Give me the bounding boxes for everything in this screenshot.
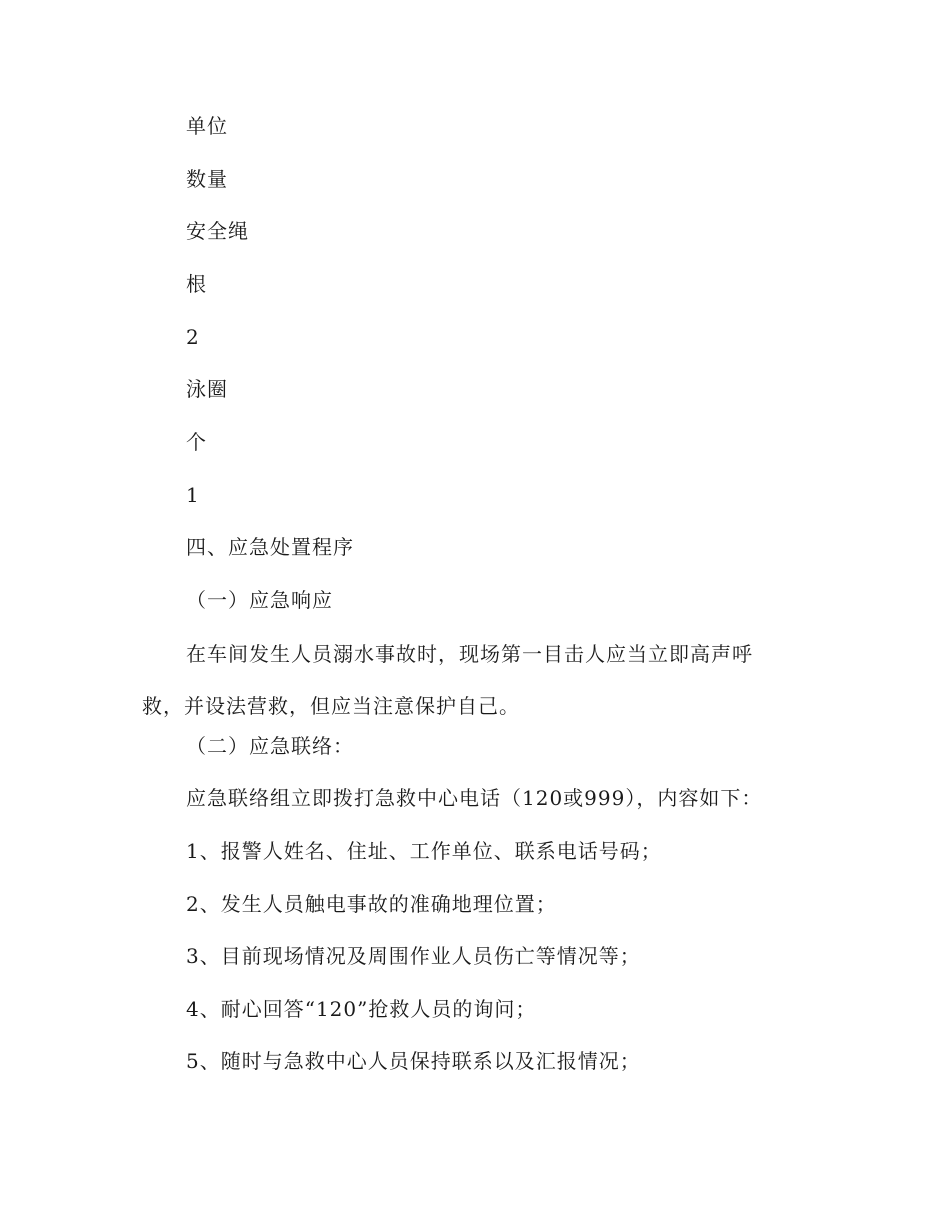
table-cell-item2-unit: 个 — [186, 430, 207, 454]
list-item: 5、随时与急救中心人员保持联系以及汇报情况； — [186, 1049, 641, 1073]
subsection-heading-contact: （二）应急联络： — [186, 734, 354, 758]
list-item: 1、报警人姓名、住址、工作单位、联系电话号码； — [186, 839, 662, 863]
table-cell-item2-qty: 1 — [186, 483, 200, 507]
table-cell-item1-unit: 根 — [186, 272, 207, 296]
table-cell-item2-name: 泳圈 — [186, 377, 228, 401]
table-cell-item1-qty: 2 — [186, 325, 200, 349]
contact-intro-paragraph: 应急联络组立即拨打急救中心电话（120或999），内容如下： — [186, 786, 763, 810]
table-cell-header-qty: 数量 — [186, 167, 228, 191]
list-item: 4、耐心回答“120”抢救人员的询问； — [186, 997, 537, 1021]
list-item: 2、发生人员触电事故的准确地理位置； — [186, 892, 557, 916]
list-item: 3、目前现场情况及周围作业人员伤亡等情况等； — [186, 944, 641, 968]
table-cell-header-unit: 单位 — [186, 114, 228, 138]
table-cell-item1-name: 安全绳 — [186, 219, 249, 243]
response-paragraph: 在车间发生人员溺水事故时，现场第一目击人应当立即高声呼救，并设法营救，但应当注意保护自己。 — [142, 642, 753, 718]
section-heading: 四、应急处置程序 — [186, 535, 354, 559]
subsection-heading-response: （一）应急响应 — [186, 588, 333, 612]
